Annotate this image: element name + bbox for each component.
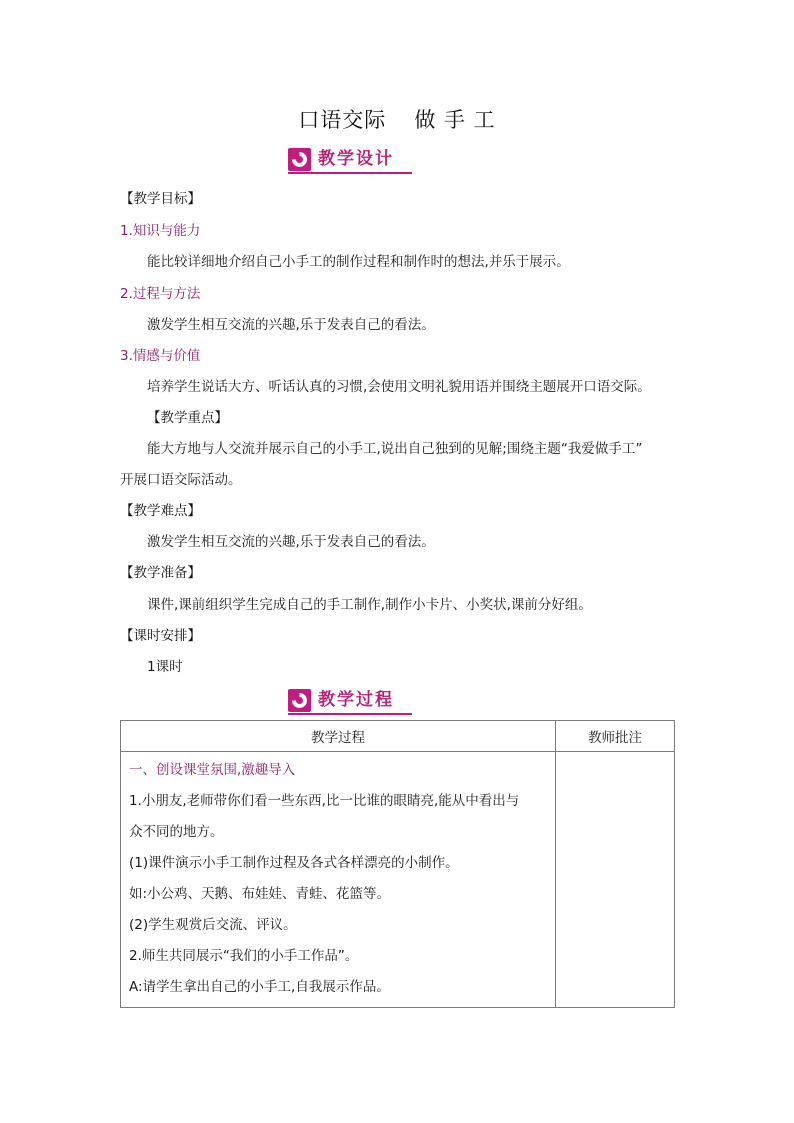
banner-label: 教学设计	[318, 149, 394, 169]
objective-3-label: 3.情感与价值	[120, 348, 201, 364]
title-part1: 口语交际	[298, 108, 387, 132]
objective-3-text: 培养学生说话大方、听话认真的习惯,会使用文明礼貌用语并围绕主题展开口语交际。	[147, 379, 651, 395]
banner-underline	[288, 172, 412, 174]
keypoint-line2: 开展口语交际活动。	[120, 472, 242, 488]
difficulty-text: 激发学生相互交流的兴趣,乐于发表自己的看法。	[147, 534, 435, 550]
banner-label: 教学过程	[318, 690, 394, 710]
process-table	[120, 720, 675, 1008]
swirl-logo-icon	[288, 148, 311, 171]
column-header-process: 教学过程	[121, 721, 556, 752]
swirl-logo-icon	[288, 689, 311, 712]
process-line: 众不同的地方。	[129, 824, 224, 840]
objective-2-text: 激发学生相互交流的兴趣,乐于发表自己的看法。	[147, 317, 435, 333]
teacher-notes-cell	[556, 752, 675, 1008]
table-header-row	[121, 721, 675, 752]
section-banner-process	[288, 689, 412, 713]
process-cell	[121, 752, 556, 1008]
process-line: (1)课件演示小手工制作过程及各式各样漂亮的小制作。	[129, 855, 459, 871]
title-part2: 做 手 工	[414, 108, 496, 132]
process-line: 2.师生共同展示“我们的小手工作品”。	[129, 948, 359, 964]
process-section-title: 一、创设课堂氛围,激趣导入	[129, 762, 296, 778]
process-line: (2)学生观赏后交流、评议。	[129, 917, 297, 933]
process-line: 如:小公鸡、天鹅、布娃娃、青蛙、花篮等。	[129, 886, 391, 902]
table-row	[121, 752, 675, 1008]
process-line: 1.小朋友,老师带你们看一些东西,比一比谁的眼睛亮,能从中看出与	[129, 793, 520, 809]
preparation-heading: 【教学准备】	[120, 565, 201, 581]
column-header-notes: 教师批注	[556, 721, 675, 752]
preparation-text: 课件,课前组织学生完成自己的手工制作,制作小卡片、小奖状,课前分好组。	[147, 597, 592, 613]
schedule-heading: 【课时安排】	[120, 628, 201, 644]
document-title	[0, 104, 794, 134]
objectives-heading: 【教学目标】	[120, 191, 201, 207]
objective-2-label: 2.过程与方法	[120, 286, 201, 302]
keypoint-line1: 能大方地与人交流并展示自己的小手工,说出自己独到的见解;围绕主题“我爱做手工”	[147, 441, 643, 457]
schedule-text: 1课时	[147, 659, 183, 675]
banner-underline	[288, 713, 412, 715]
process-line: A:请学生拿出自己的小手工,自我展示作品。	[129, 979, 390, 995]
objective-1-text: 能比较详细地介绍自己小手工的制作过程和制作时的想法,并乐于展示。	[147, 254, 570, 270]
section-banner-design	[288, 148, 412, 172]
objective-1-label: 1.知识与能力	[120, 223, 201, 239]
keypoint-heading: 【教学重点】	[147, 410, 228, 426]
difficulty-heading: 【教学难点】	[120, 503, 201, 519]
